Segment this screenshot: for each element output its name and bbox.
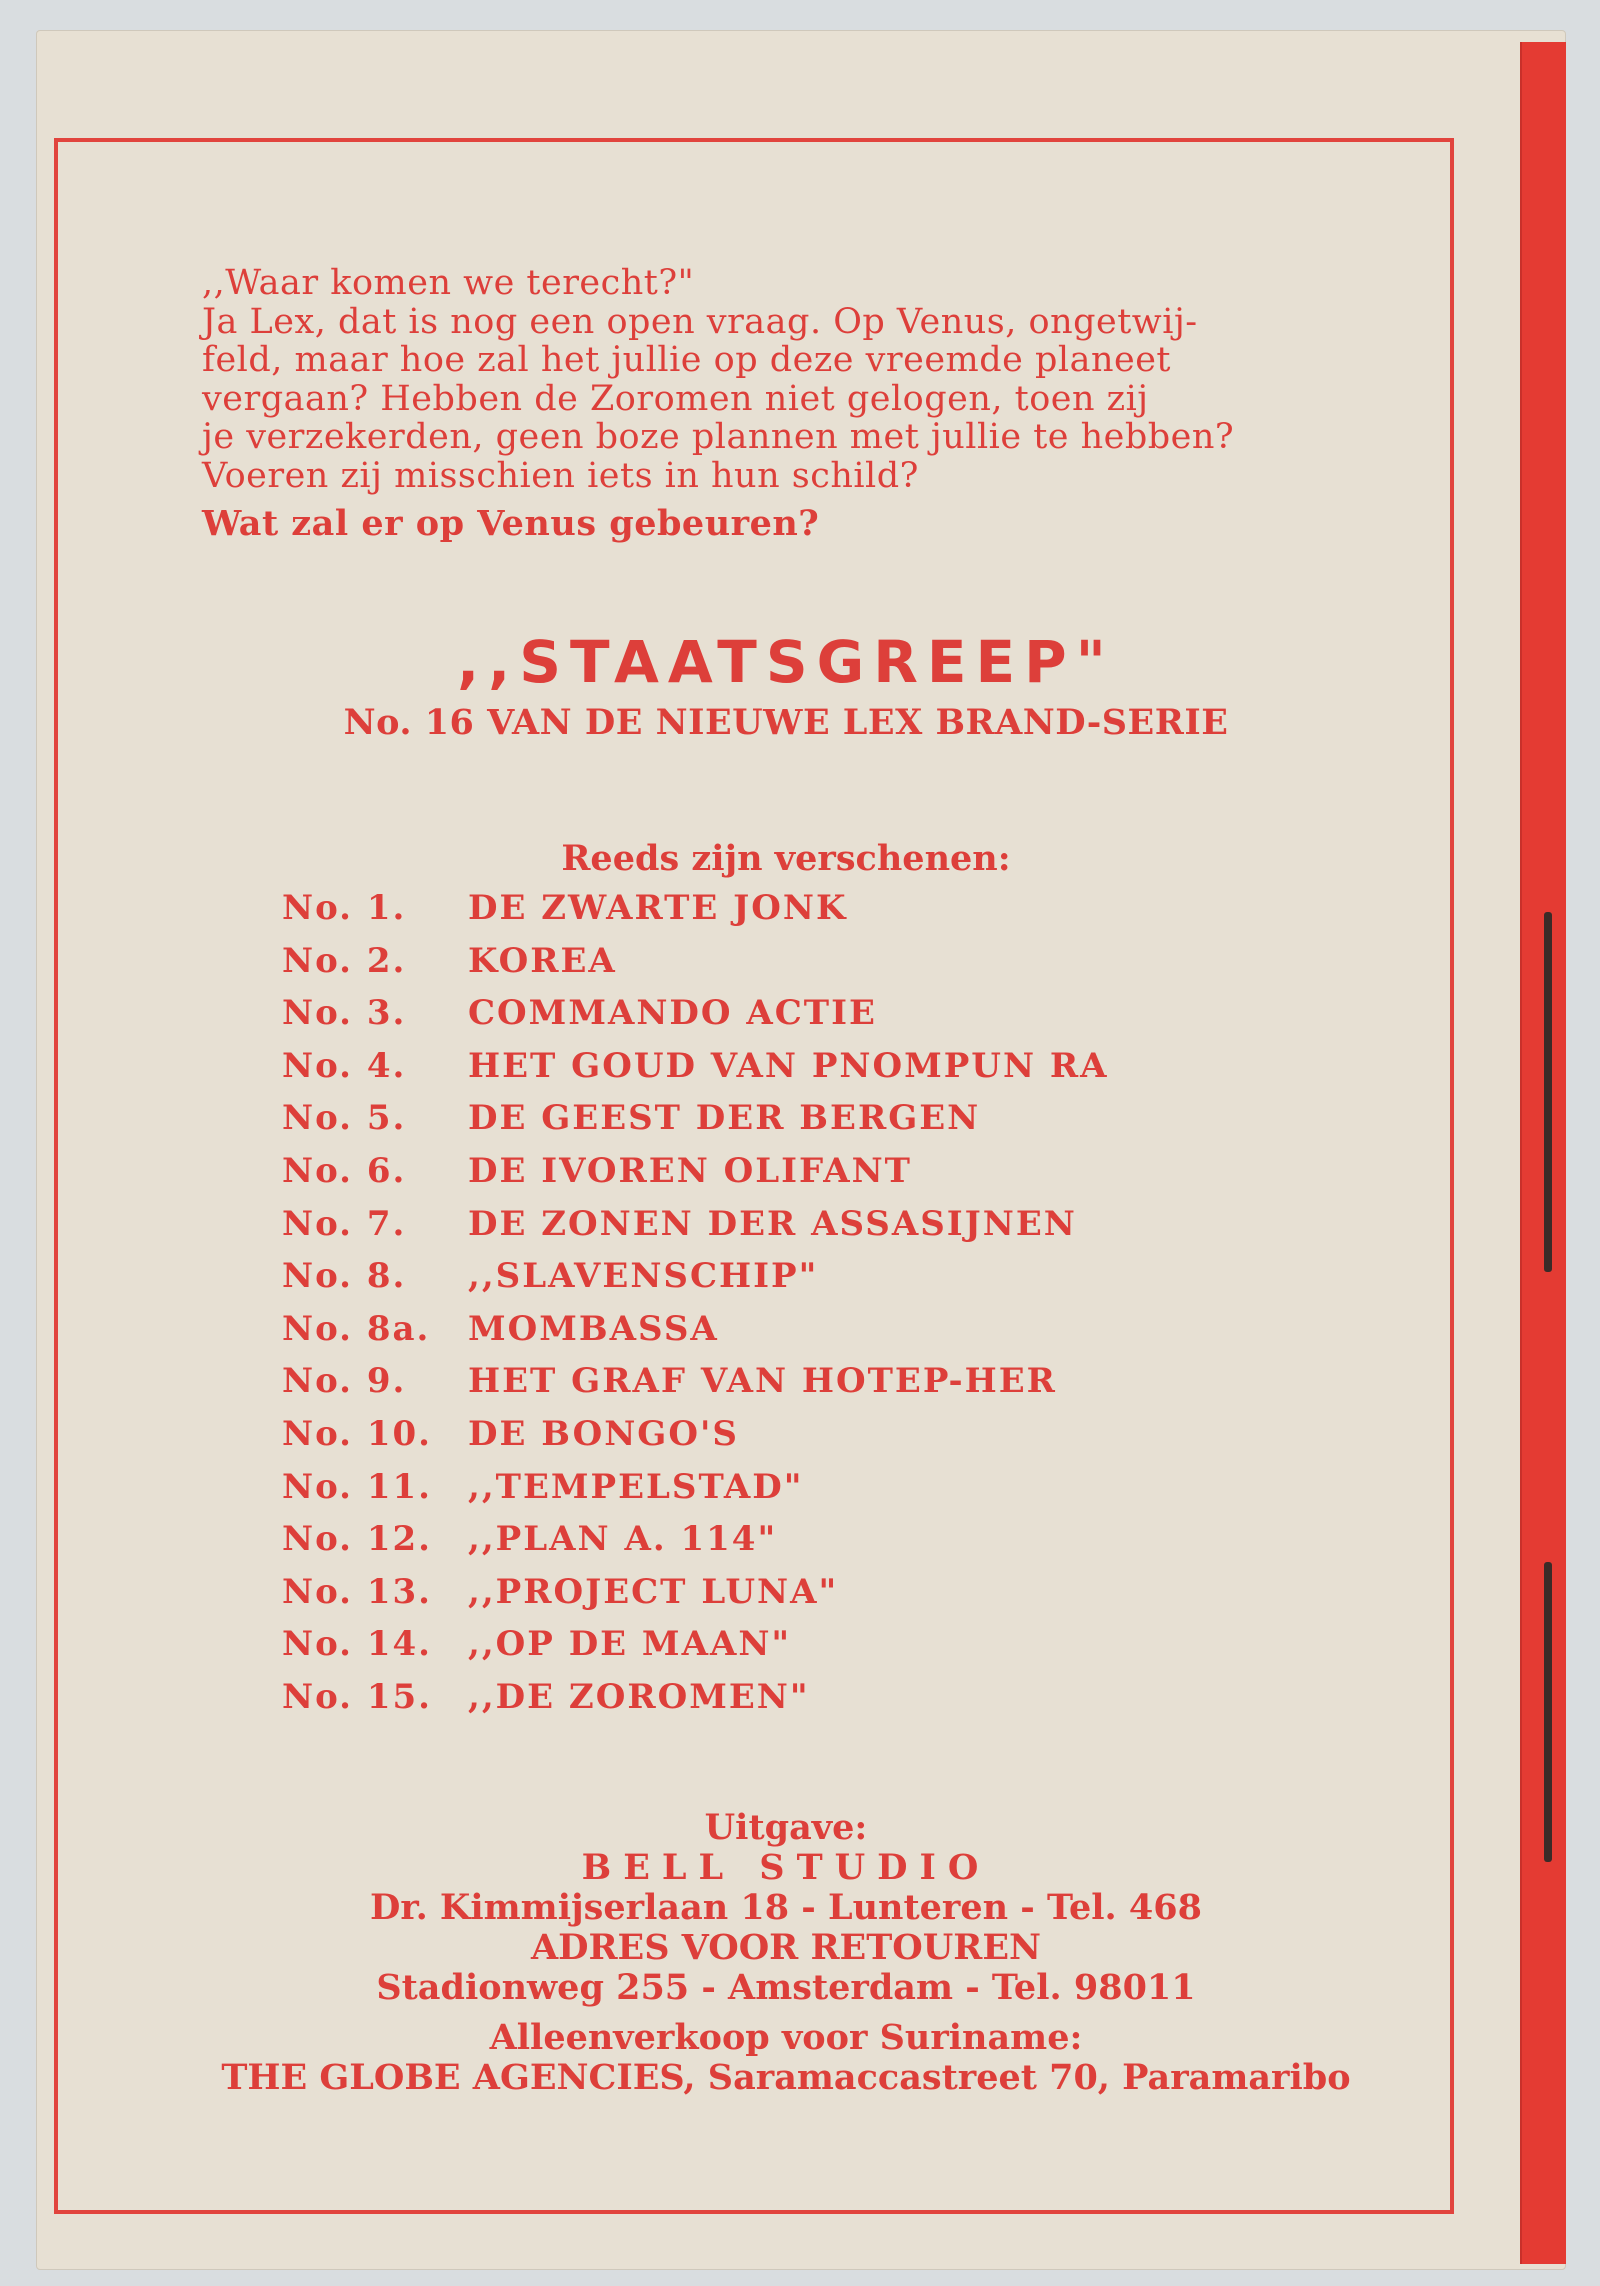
returns-label: ADRES VOOR RETOUREN — [530, 1927, 1042, 1968]
issue-number: No. 2. — [282, 940, 407, 981]
publisher-label: Uitgave: — [704, 1807, 868, 1848]
issue-number: No. 7. — [282, 1203, 407, 1244]
issue-title: MOMBASSA — [468, 1308, 719, 1349]
issue-row — [282, 1151, 1282, 1204]
next-issue-title: ,,STAATSGREEP" — [457, 628, 1115, 696]
issue-title: ,,DE ZOROMEN" — [468, 1676, 810, 1717]
blurb-line: Ja Lex, dat is nog een open vraag. Op Venus, ongetwij- — [202, 301, 1198, 342]
issue-number: No. 15. — [282, 1676, 432, 1717]
issue-row — [282, 993, 1282, 1046]
booklet-back-cover — [36, 30, 1566, 2270]
issue-number: No. 12. — [282, 1519, 432, 1560]
issue-row — [282, 1467, 1282, 1520]
blurb-line: feld, maar hoe zal het jullie op deze vreemde planeet — [202, 340, 1171, 380]
issue-row — [282, 1098, 1282, 1151]
publisher-info — [36, 1808, 1536, 2098]
issue-row — [282, 1046, 1282, 1099]
issue-title: HET GRAF VAN HOTEP-HER — [468, 1361, 1057, 1402]
issue-list-heading: Reeds zijn verschenen: — [561, 838, 1011, 879]
issue-row — [282, 888, 1282, 941]
issue-title: DE IVOREN OLIFANT — [468, 1150, 912, 1191]
issue-row — [282, 1624, 1282, 1677]
issue-number: No. 11. — [282, 1466, 432, 1507]
issue-number: No. 13. — [282, 1571, 432, 1612]
issue-row — [282, 1361, 1282, 1414]
blurb-line: ,,Waar komen we terecht?" — [202, 263, 695, 303]
issue-title: ,,TEMPELSTAD" — [468, 1466, 804, 1507]
issue-number: No. 14. — [282, 1624, 432, 1665]
suriname-label: Alleenverkoop voor Suriname: — [489, 2017, 1083, 2058]
blurb-question: Wat zal er op Venus gebeuren? — [202, 503, 820, 544]
issue-title: KOREA — [468, 940, 617, 981]
issue-row — [282, 1677, 1282, 1730]
issue-list — [282, 888, 1282, 1730]
blurb-line: je verzekerden, geen boze plannen met jullie te hebben? — [202, 417, 1235, 457]
issue-title: ,,OP DE MAAN" — [468, 1624, 792, 1665]
issue-title: ,,SLAVENSCHIP" — [468, 1256, 819, 1297]
publisher-address: Dr. Kimmijserlaan 18 - Lunteren - Tel. 468 — [369, 1887, 1202, 1928]
issue-title: ,,PROJECT LUNA" — [468, 1571, 839, 1612]
issue-number: No. 10. — [282, 1413, 432, 1454]
issue-row — [282, 1519, 1282, 1572]
issue-row — [282, 1204, 1282, 1257]
publisher-name: BELL STUDIO — [581, 1847, 991, 1888]
issue-title: DE ZWARTE JONK — [468, 888, 848, 928]
issue-row — [282, 941, 1282, 994]
issue-title: ,,PLAN A. 114" — [468, 1519, 778, 1560]
blurb-text — [202, 264, 1382, 544]
issue-number: No. 5. — [282, 1098, 407, 1139]
issue-number: No. 4. — [282, 1045, 407, 1086]
blurb-line: vergaan? Hebben de Zoromen niet gelogen, toen zij — [202, 378, 1149, 419]
issue-row — [282, 1309, 1282, 1362]
issue-title: DE GEEST DER BERGEN — [468, 1098, 981, 1139]
issue-row — [282, 1256, 1282, 1309]
issue-title: DE ZONEN DER ASSASIJNEN — [468, 1203, 1077, 1244]
issue-number: No. 1. — [282, 888, 407, 928]
issue-row — [282, 1414, 1282, 1467]
issue-row — [282, 1572, 1282, 1625]
spine-shadow — [1544, 912, 1552, 1272]
issue-title: DE BONGO'S — [468, 1413, 739, 1454]
suriname-agent: THE GLOBE AGENCIES, Saramaccastreet 70, Paramaribo — [221, 2057, 1351, 2098]
issue-number: No. 8. — [282, 1256, 407, 1297]
issue-title: COMMANDO ACTIE — [468, 993, 877, 1034]
issue-number: No. 6. — [282, 1150, 407, 1191]
issue-title: HET GOUD VAN PNOMPUN RA — [468, 1045, 1109, 1086]
returns-address: Stadionweg 255 - Amsterdam - Tel. 98011 — [376, 1967, 1196, 2008]
issue-number: No. 8a. — [282, 1308, 431, 1349]
issue-number: No. 3. — [282, 993, 407, 1034]
series-subtitle: No. 16 VAN DE NIEUWE LEX BRAND-SERIE — [343, 702, 1229, 743]
spine-shadow — [1544, 1562, 1552, 1862]
blurb-line: Voeren zij misschien iets in hun schild? — [202, 455, 919, 496]
issue-number: No. 9. — [282, 1361, 407, 1402]
